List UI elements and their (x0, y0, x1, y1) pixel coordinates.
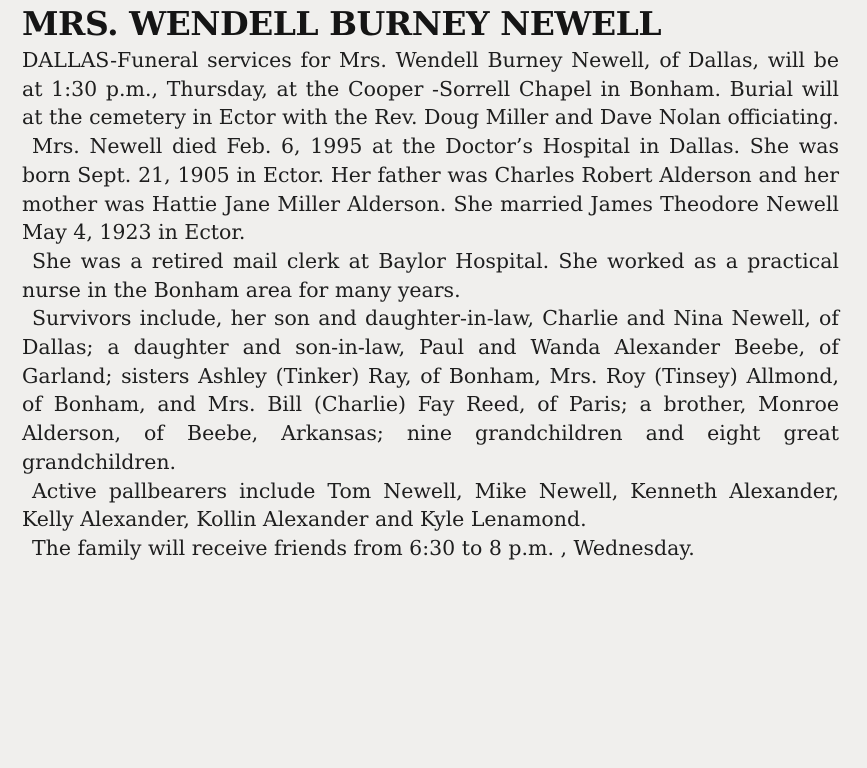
paragraph-visitation: The family will receive friends from 6:30 to 8 p.m. , Wednesday. (32, 535, 695, 560)
paragraph-survivors: Survivors include, her son and daughter-in-law, Charlie and Nina Newell, of Dallas; a daughter and son-in-law, Paul and Wanda Alexander Beebe, of Garland; sisters Ashley (Tinker) Ray, of Bonham, Mrs. Roy (Tinsey) Allmond, of Bonham, and Mrs. Bill (Charlie) Fay Reed, of Paris; a brother, Monroe Alderson, of Beebe, Arkansas; nine grandchildren and eight great grandchildren. (22, 306, 839, 474)
paragraph-career: She was a retired mail clerk at Baylor Hospital. She worked as a practical nurse in the Bonham area for many years. (22, 248, 839, 302)
paragraph-funeral-services: DALLAS-Funeral services for Mrs. Wendell Burney Newell, of Dallas, will be at 1:30 p.m., Thursday, at the Cooper -Sorrell Chapel in Bonham. Burial will at the cemetery in Ector with the Rev. Doug Miller and Dave Nolan officiating. (22, 48, 839, 130)
paragraph-death-and-birth: Mrs. Newell died Feb. 6, 1995 at the Doctor’s Hospital in Dallas. She was born Sept. 21, 1905 in Ector. Her father was Charles Robert Alderson and her mother was Hattie Jane Miller Alderson. She married James Theodore Newell May 4, 1923 in Ector. (22, 134, 839, 245)
paragraph-pallbearers: Active pallbearers include Tom Newell, Mike Newell, Kenneth Alexander, Kelly Alexander, Kollin Alexander and Kyle Lenamond. (22, 478, 839, 532)
obituary-body (22, 46, 839, 563)
obituary-headline: MRS. WENDELL BURNEY NEWELL (22, 4, 662, 43)
